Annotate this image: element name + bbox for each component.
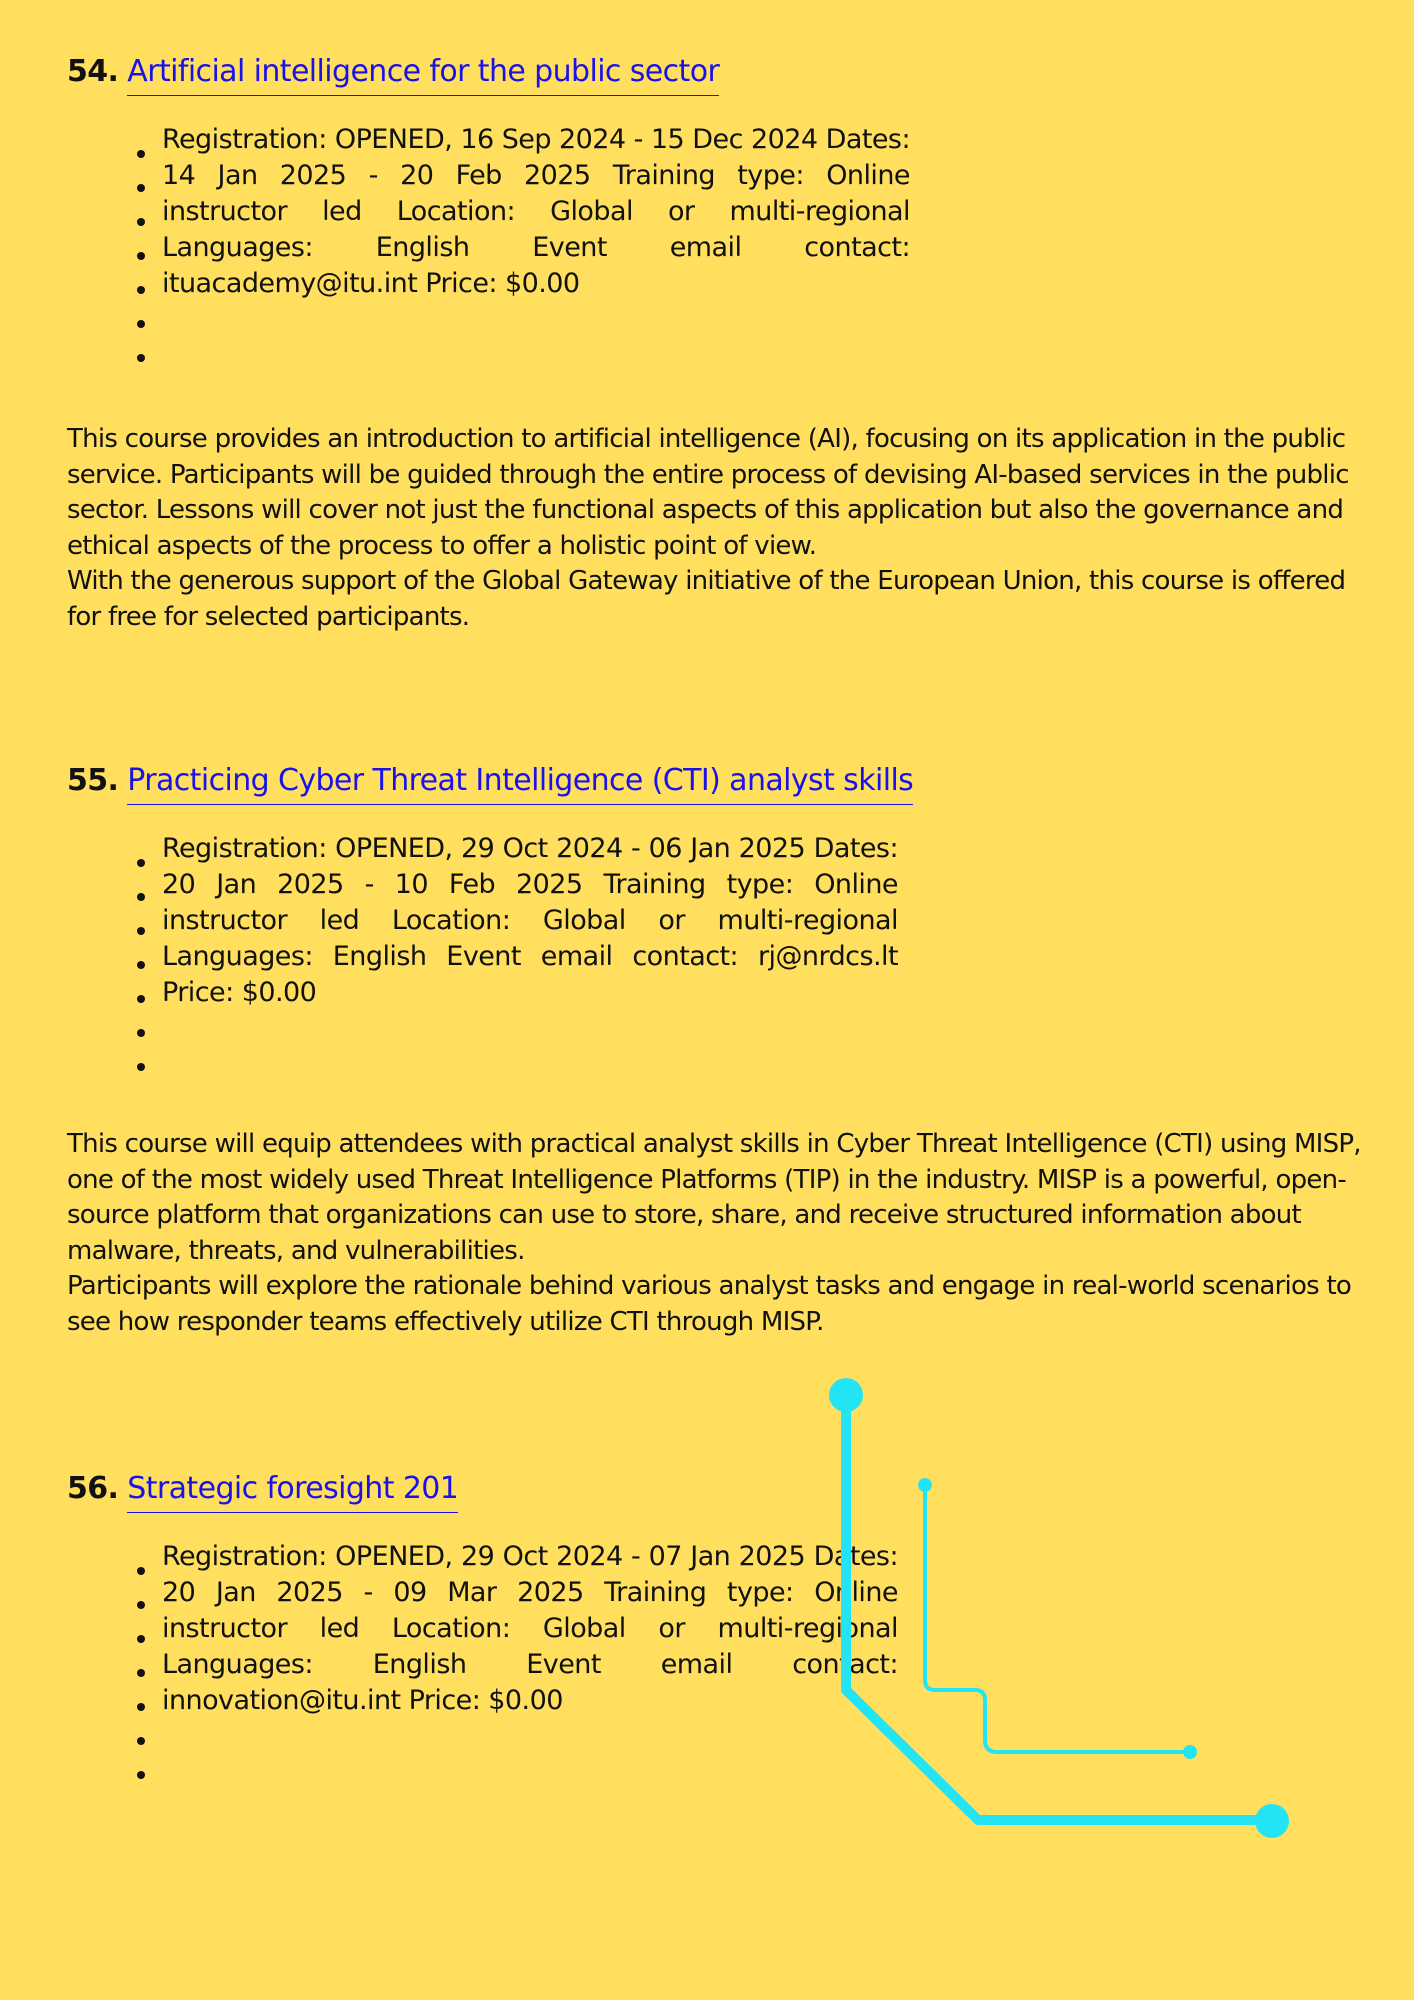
description-paragraph: This course will equip attendees with practical analyst skills in Cyber Threat Intelligence (CTI) using MISP, one of the most widely used Threat Intelligence Platforms (TIP) in the industry. MISP is a powerful, open-source platform that organizations can use to store, share, and receive structured information about malware, threats, and vulnerabilities. <box>67 1129 1361 1266</box>
description-paragraph: With the generous support of the Global Gateway initiative of the European Union, this course is offered for free for selected participants. <box>67 566 1346 632</box>
description-paragraph: Participants will explore the rationale behind various analyst tasks and engage in real-world scenarios to see how responder teams effectively utilize CTI through MISP. <box>67 1271 1352 1337</box>
course-title-link[interactable]: Strategic foresight 201 <box>127 1471 458 1513</box>
course-number: 55. <box>67 763 119 798</box>
circuit-thin-line <box>925 1486 1190 1752</box>
circuit-node-small <box>918 1478 932 1492</box>
course-number: 54. <box>67 54 119 89</box>
course-details: Registration: OPENED, 29 Oct 2024 - 07 Jan 2025 Dates: 20 Jan 2025 - 09 Mar 2025 Training type: Online instructor led Location: Global or multi-regional Languages: English Event email contact: innovation@itu.int Price: $0.00 <box>162 1541 898 1716</box>
circuit-node-large <box>829 1378 863 1412</box>
course-details: Registration: OPENED, 29 Oct 2024 - 06 Jan 2025 Dates: 20 Jan 2025 - 10 Feb 2025 Training type: Online instructor led Location: Global or multi-regional Languages: English Event email contact: rj@nrdcs.lt Price: $0.00 <box>162 833 898 1008</box>
circuit-node-large <box>1255 1804 1289 1838</box>
course-number: 56. <box>67 1471 119 1506</box>
course-title-link[interactable]: Practicing Cyber Threat Intelligence (CTI) analyst skills <box>127 763 913 805</box>
circuit-node-small <box>1183 1745 1197 1759</box>
circuit-thick-line <box>846 1395 1272 1820</box>
course-title-link[interactable]: Artificial intelligence for the public sector <box>127 54 719 96</box>
description-paragraph: This course provides an introduction to artificial intelligence (AI), focusing on its application in the public service. Participants will be guided through the entire process of devising AI-based services in the public sector. Lessons will cover not just the functional aspects of this application but also the governance and ethical aspects of the process to offer a holistic point of view. <box>67 424 1349 561</box>
course-details: Registration: OPENED, 16 Sep 2024 - 15 Dec 2024 Dates: 14 Jan 2025 - 20 Feb 2025 Training type: Online instructor led Location: Global or multi-regional Languages: English Event email contact: ituacademy@itu.int Price: $0.00 <box>162 124 910 299</box>
